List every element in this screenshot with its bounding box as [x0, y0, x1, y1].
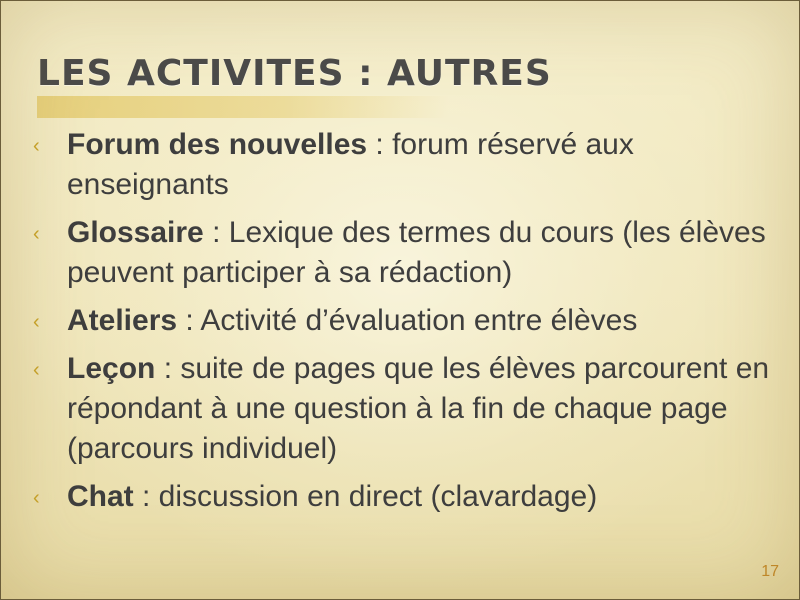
bullet-term: Leçon	[67, 352, 156, 385]
bullet-item-glossaire	[31, 213, 781, 293]
bullet-term: Forum des nouvelles	[67, 128, 368, 161]
bullet-item-ateliers	[31, 301, 781, 341]
bullet-desc: : discussion en direct (clavardage)	[133, 480, 598, 513]
bullet-marker-icon: ‹	[33, 359, 40, 381]
bullet-desc: : Lexique des termes du cours (les élèves peuvent participer à sa rédaction)	[67, 216, 766, 289]
bullet-desc: : Activité d’évaluation entre élèves	[177, 304, 638, 337]
page-number: 17	[761, 563, 779, 580]
bullet-desc: : forum réservé aux enseignants	[67, 128, 634, 201]
bullet-term: Ateliers	[67, 304, 178, 337]
bullet-term: Chat	[67, 480, 134, 513]
bullet-marker-icon: ‹	[33, 487, 40, 509]
bullet-term: Glossaire	[67, 216, 204, 249]
bullet-item-forum	[31, 125, 781, 205]
slide-title: LES ACTIVITES : AUTRES	[37, 53, 552, 94]
bullet-marker-icon: ‹	[33, 135, 40, 157]
bullet-list	[31, 125, 781, 525]
bullet-marker-icon: ‹	[33, 223, 40, 245]
bullet-item-chat	[31, 477, 781, 517]
bullet-desc: : suite de pages que les élèves parcourent en répondant à une question à la fin de chaque page (parcours individuel)	[67, 352, 770, 465]
bullet-marker-icon: ‹	[33, 311, 40, 333]
bullet-item-lecon	[31, 349, 781, 469]
